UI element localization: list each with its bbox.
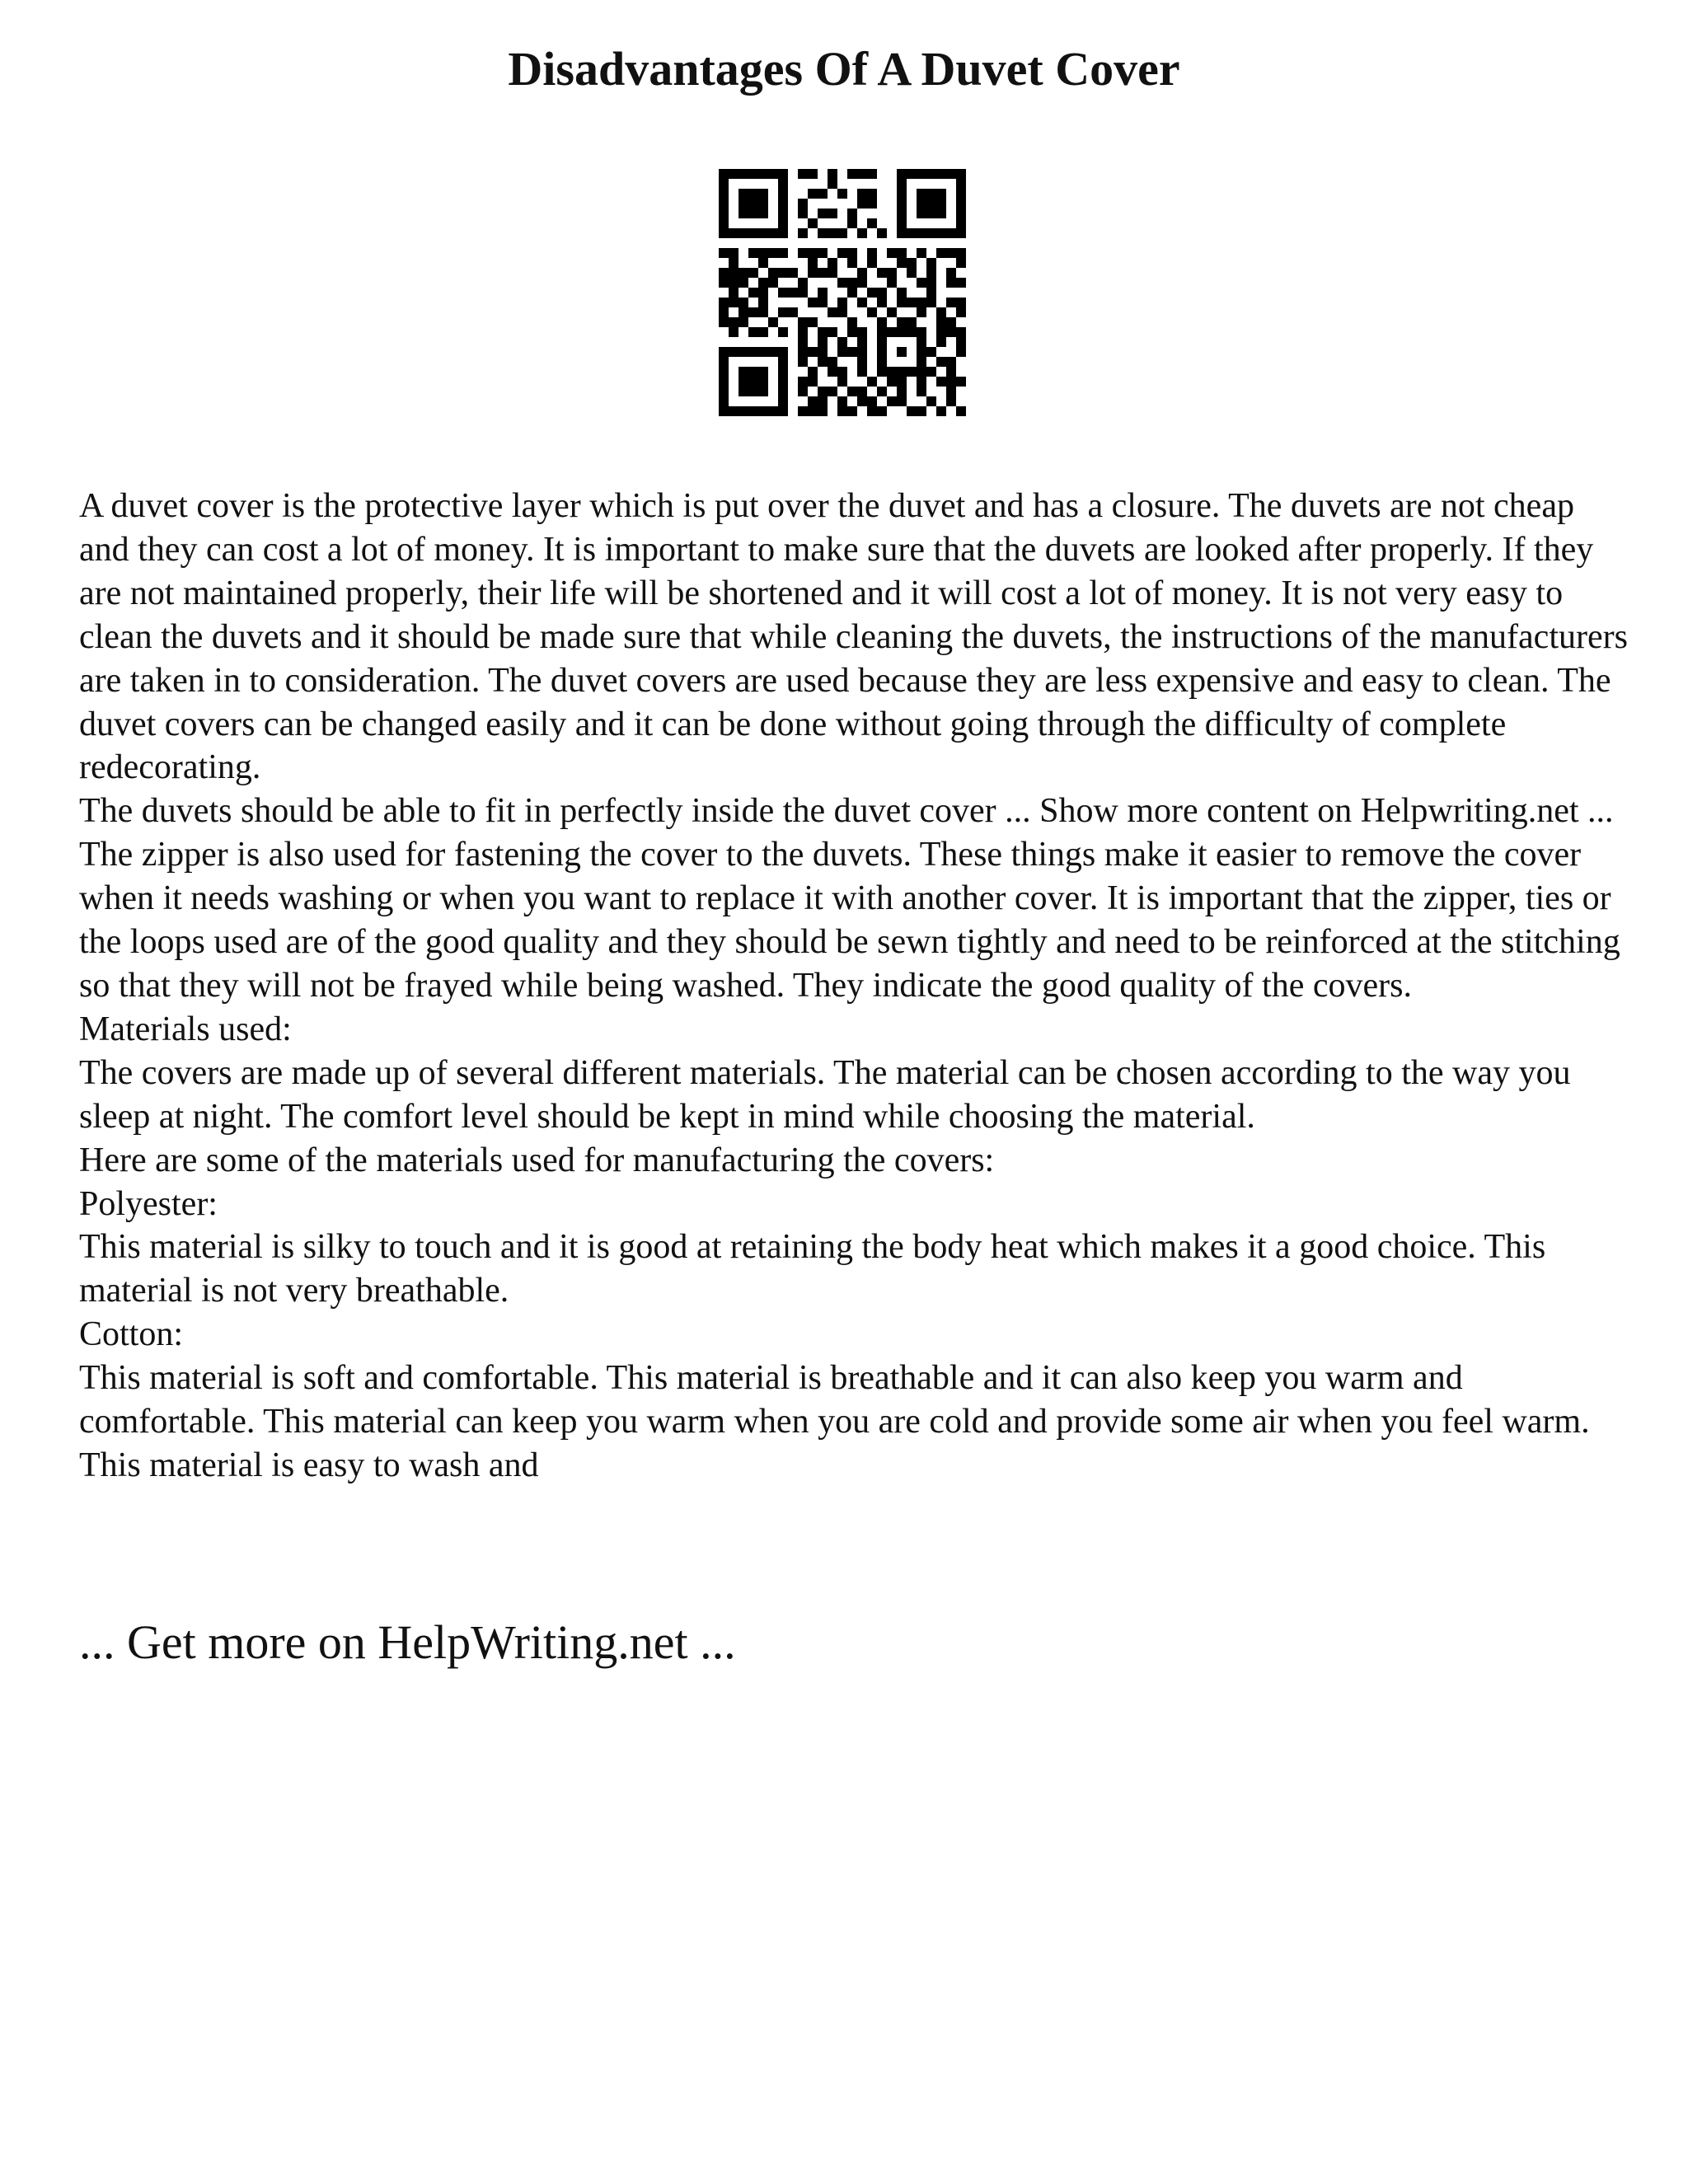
- paragraph: The duvets should be able to fit in perfectly inside the duvet cover ... Show more content on Helpwriting.net ...: [79, 792, 1614, 831]
- paragraph: A duvet cover is the protective layer which is put over the duvet and has a closure. The duvets are not cheap and they can cost a lot of money. It is important to make sure that the duvets are looked after properly. If they are not maintained properly, their life will be shortened and it will cost a lot of money. It is not very easy to clean the duvets and it should be made sure that while cleaning the duvets, the instructions of the manufacturers are taken in to consideration. The duvet covers are used because they are less expensive and easy to clean. The duvet covers can be changed easily and it can be done without going through the difficulty of complete redecorating.: [79, 487, 1628, 787]
- qr-code-icon: [719, 169, 966, 416]
- paragraph: This material is silky to touch and it is good at retaining the body heat which makes it a good choice. This material is not very breathable.: [79, 1228, 1546, 1310]
- get-more-link[interactable]: ... Get more on HelpWriting.net ...: [79, 1615, 736, 1669]
- section-heading-materials: Materials used:: [79, 1010, 292, 1048]
- paragraph: The covers are made up of several different materials. The material can be chosen according to the way you sleep at night. The comfort level should be kept in mind while choosing the material.: [79, 1053, 1571, 1136]
- section-heading-cotton: Cotton:: [79, 1315, 184, 1354]
- paragraph: Here are some of the materials used for manufacturing the covers:: [79, 1141, 995, 1179]
- section-heading-polyester: Polyester:: [79, 1184, 218, 1223]
- article-body: [79, 485, 1629, 1488]
- paragraph: This material is soft and comfortable. This material is breathable and it can also keep you warm and comfortable. This material can keep you warm when you are cold and provide some air when you feel warm. This material is easy to wash and: [79, 1359, 1590, 1484]
- page-title: Disadvantages Of A Duvet Cover: [508, 42, 1180, 96]
- paragraph: The zipper is also used for fastening the cover to the duvets. These things make it easier to remove the cover when it needs washing or when you want to replace it with another cover. It is important that the zipper, ties or the loops used are of the good quality and they should be sewn tightly and need to be reinforced at the stitching so that they will not be frayed while being washed. They indicate the good quality of the covers.: [79, 836, 1620, 1005]
